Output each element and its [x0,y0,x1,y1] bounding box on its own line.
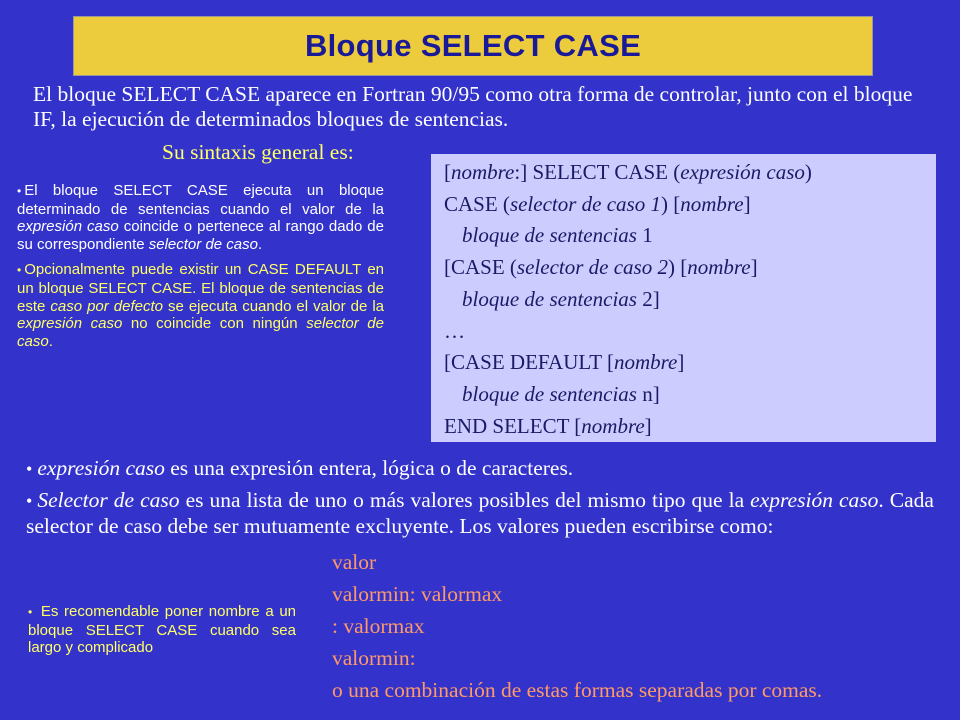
value-form: valormin: [332,646,416,670]
bullet-icon: • [17,263,22,278]
left-column [17,182,384,350]
syntax-box [431,154,936,442]
syntax-line-6: … [444,318,465,343]
bullet-icon: • [26,490,33,511]
value-forms-list [332,546,822,706]
bottom-section [26,456,934,545]
bullet-icon: • [17,184,22,198]
expression-bullet: • expresión caso es una expresión entera, lógica o de caracteres. [26,456,574,480]
selector-bullet: • Selector de caso es una lista de uno o más valores posibles del mismo tipo que la expresión caso. Cada selector de caso debe ser mutuamente excluyente. Los valores pueden escribirse como: [26,487,934,538]
default-case-paragraph: • Opcionalmente puede existir un CASE DEFAULT en un bloque SELECT CASE. El bloque de sentencias de este caso por defecto se ejecuta cuando el valor de la expresión caso no coincide con ningún selector de caso. [17,261,384,350]
syntax-line-4: [CASE (selector de caso 2) [nombre] [444,255,758,280]
description-paragraph: • El bloque SELECT CASE ejecuta un bloque determinado de sentencias cuando el valor de la expresión caso coincide o pertenece al rango dado de su correspondiente selector de caso. [17,182,384,253]
page-title: Bloque SELECT CASE [304,28,642,63]
syntax-line-7: [CASE DEFAULT [nombre] [444,350,685,375]
syntax-line-8: bloque de sentencias n] [462,381,660,406]
bullet-icon: • [26,459,33,479]
value-form: : valormax [332,614,425,638]
recommendation-note: • Es recomendable poner nombre a un bloque SELECT CASE cuando sea largo y complicado [28,603,297,656]
syntax-line-1: [nombre:] SELECT CASE (expresión caso) [444,160,812,184]
value-form: valormin: valormax [332,582,503,606]
syntax-line-2: CASE (selector de caso 1) [nombre] [444,191,751,216]
intro-paragraph: El bloque SELECT CASE aparece en Fortran 90/95 como otra forma de controlar, junto con el bloque IF, la ejecución de determinados bloques de sentencias. [33,82,913,131]
syntax-line-9: END SELECT [nombre] [444,413,652,438]
title-banner [73,16,873,76]
value-form: valor [332,550,377,574]
syntax-label: Su sintaxis general es: [162,140,354,164]
syntax-line-3: bloque de sentencias 1 [462,223,653,248]
value-form: o una combinación de estas formas separadas por comas. [332,678,823,702]
bullet-icon: • [28,605,33,619]
syntax-line-5: bloque de sentencias 2] [462,286,660,311]
